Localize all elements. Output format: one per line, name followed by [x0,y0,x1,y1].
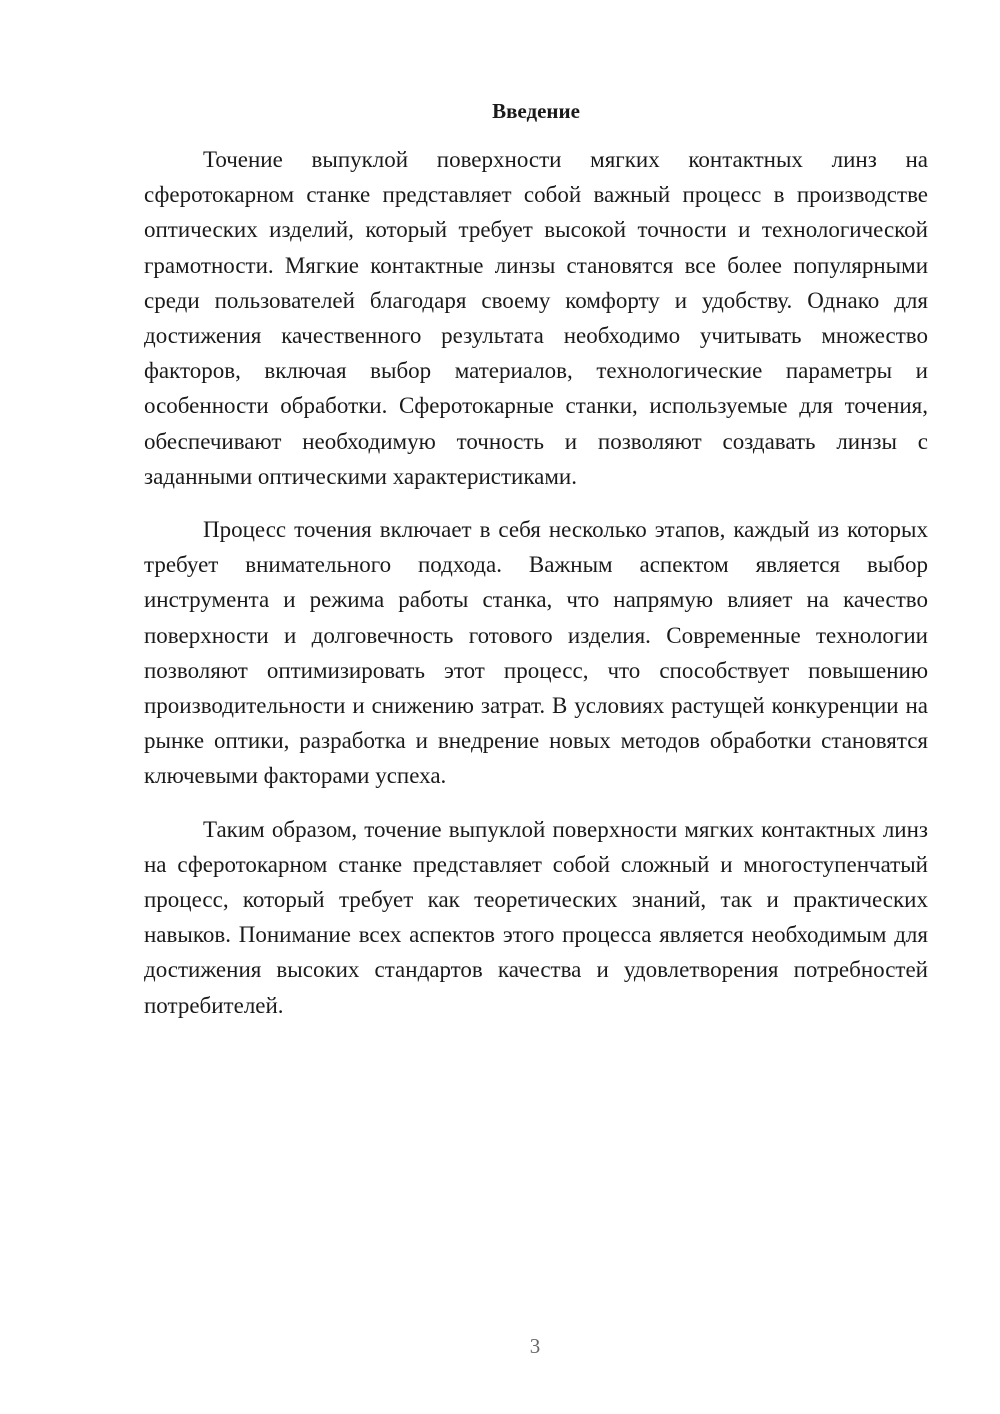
page-number: 3 [529,1334,541,1358]
paragraph-1: Точение выпуклой поверхности мягких контактных линз на сферотокарном станке представляет собой важный процесс в производстве оптических изделий, который требует высокой точности и технологической грамотности. Мягкие контактные линзы становятся все более популярными среди пользователей благодаря своему комфорту и удобству. Однако для достижения качественного результата необходимо учитывать множество факторов, включая выбор материалов, технологические параметры и особенности обработки. Сферотокарные станки, используемые для точения, обеспечивают необходимую точность и позволяют создавать линзы с заданными оптическими характеристиками. [144,147,928,489]
body-text [144,142,928,1041]
paragraph-3: Таким образом, точение выпуклой поверхности мягких контактных линз на сферотокарном станке представляет собой сложный и многоступенчатый процесс, который требует как теоретических знаний, так и практических навыков. Понимание всех аспектов этого процесса является необходимым для достижения высоких стандартов качества и удовлетворения потребностей потребителей. [144,816,928,1018]
paragraph-2: Процесс точения включает в себя несколько этапов, каждый из которых требует внимательного подхода. Важным аспектом является выбор инструмента и режима работы станка, что напрямую влияет на качество поверхности и долговечность готового изделия. Современные технологии позволяют оптимизировать этот процесс, что способствует повышению производительности и снижению затрат. В условиях растущей конкуренции на рынке оптики, разработка и внедрение новых методов обработки становятся ключевыми факторами успеха. [144,517,928,789]
section-heading: Введение [492,99,580,123]
